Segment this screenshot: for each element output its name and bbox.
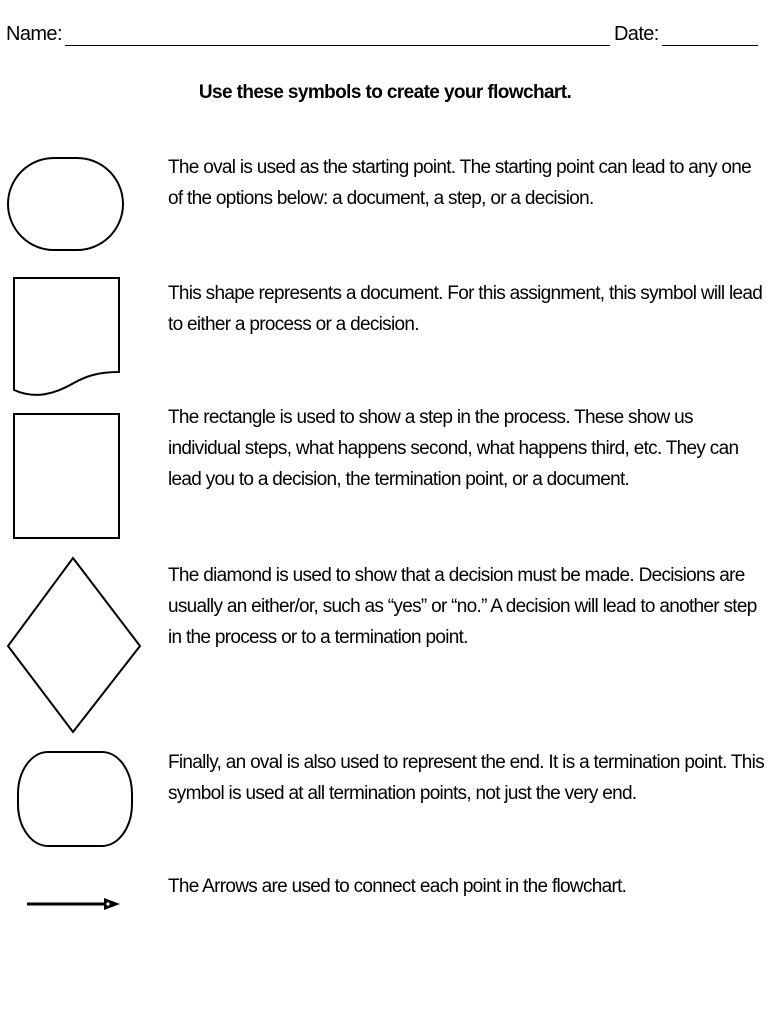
date-field[interactable] <box>662 23 758 46</box>
oval-end-description: Finally, an oval is also used to represent the end. It is a termination point. This symbol is used at all termination points, not just the very end. <box>168 752 764 804</box>
oval-end-icon <box>0 748 140 852</box>
arrow-description: The Arrows are used to connect each point in the flowchart. <box>168 876 627 897</box>
instruction-heading: Use these symbols to create your flowchart. <box>198 82 572 103</box>
name-date-header <box>6 18 758 46</box>
arrow-icon <box>0 890 140 918</box>
diamond-description: The diamond is used to show that a decision must be made. Decisions are usually an either/or, such as “yes” or “no.” A decision will lead to another step in the process or to a termination point. <box>168 565 757 648</box>
date-label: Date: <box>613 23 659 45</box>
oval-start-icon <box>0 152 130 256</box>
name-label: Name: <box>6 23 62 45</box>
document-icon <box>0 272 130 404</box>
name-field[interactable] <box>65 23 610 46</box>
rectangle-description: The rectangle is used to show a step in the process. These show us individual steps, what happens second, what happens third, etc. They can lead you to a decision, the termination point, or a document. <box>168 407 739 490</box>
rectangle-icon <box>0 408 130 544</box>
document-description: This shape represents a document. For this assignment, this symbol will lead to either a process or a decision. <box>168 283 763 335</box>
oval-start-description: The oval is used as the starting point. The starting point can lead to any one of the options below: a document, a step, or a decision. <box>168 157 752 209</box>
diamond-icon <box>0 554 150 738</box>
